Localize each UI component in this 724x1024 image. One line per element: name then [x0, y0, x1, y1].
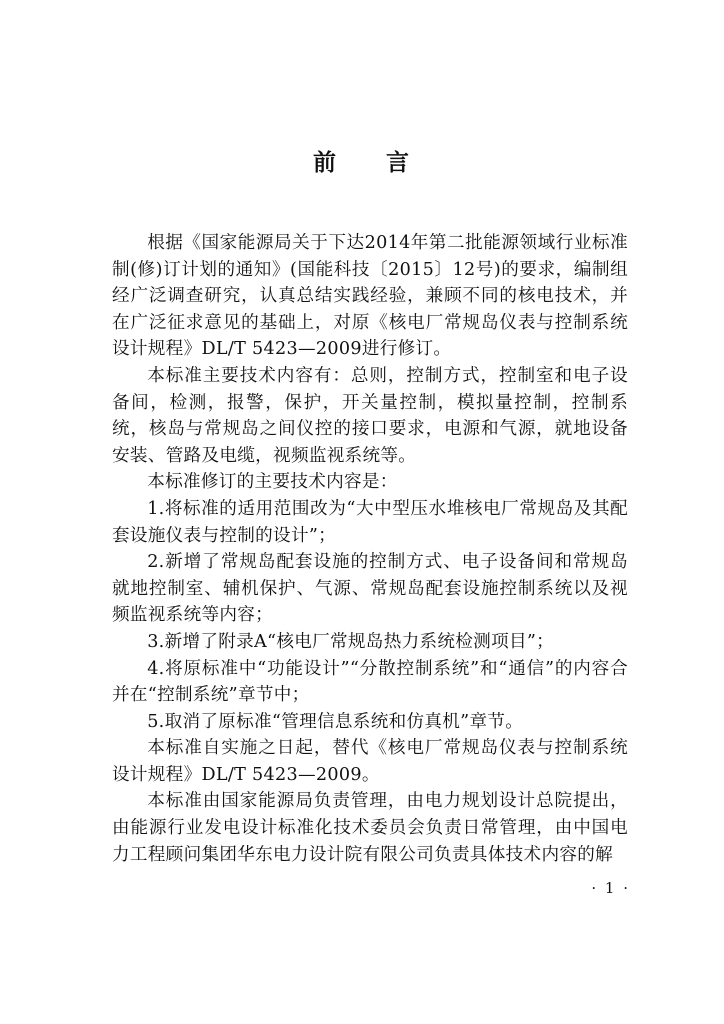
paragraph-revision-item-5: 5.取消了原标准“管理信息系统和仿真机”章节。 [147, 711, 524, 732]
paragraph-basis: 根据《国家能源局关于下达2014年第二批能源领域行业标准制(修)订计划的通知》(国能科技〔2015〕12号)的要求，编制组经广泛调查研究，认真总结实践经验，兼顾不同的核电技术，并在广泛征求意见的基础上，对原《核电厂常规岛仪表与控制系统设计规程》DL/T 5423—2009进行修订。 [112, 233, 628, 360]
title-char-2: 言 [386, 149, 411, 176]
body-text [112, 230, 628, 868]
paragraph-revision-item-3: 3.新增了附录A“核电厂常规岛热力系统检测项目”； [147, 631, 555, 652]
paragraph-revision-item-2: 2.新增了常规岛配套设施的控制方式、电子设备间和常规岛就地控制室、辅机保护、气源、常规岛配套设施控制系统以及视频监视系统等内容； [112, 552, 628, 626]
paragraph-main-content: 本标准主要技术内容有：总则，控制方式，控制室和电子设备间，检测，报警，保护，开关量控制，模拟量控制，控制系统，核岛与常规岛之间仪控的接口要求，电源和气源，就地设备安装、管路及电缆，视频监视系统等。 [112, 365, 628, 466]
title-char-1: 前 [313, 149, 338, 176]
paragraph-revision-item-4: 4.将原标准中“功能设计”“分散控制系统”和“通信”的内容合并在“控制系统”章节中； [112, 658, 628, 706]
paragraph-revision-intro: 本标准修订的主要技术内容是： [147, 472, 398, 493]
paragraph-revision-item-1: 1.将标准的适用范围改为“大中型压水堆核电厂常规岛及其配套设施仪表与控制的设计”； [112, 498, 628, 546]
page-title [0, 148, 724, 178]
paragraph-replacement: 本标准自实施之日起，替代《核电厂常规岛仪表与控制系统设计规程》DL/T 5423—2009。 [112, 738, 628, 785]
paragraph-management: 本标准由国家能源局负责管理，由电力规划设计总院提出，由能源行业发电设计标准化技术委员会负责日常管理，由中国电力工程顾问集团华东电力设计院有限公司负责具体技术内容的解 [112, 791, 628, 865]
page-number: · 1 · [591, 879, 630, 897]
